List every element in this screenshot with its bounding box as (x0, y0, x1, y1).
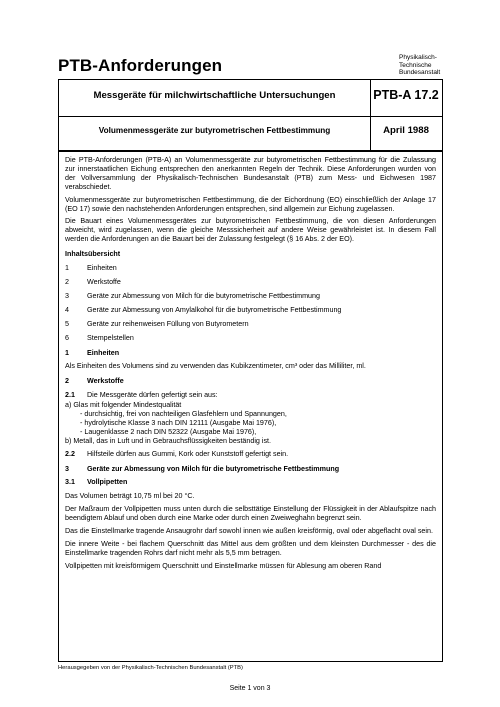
subsection-text: Die Messgeräte dürfen gefertigt sein aus: (87, 391, 218, 400)
toc-label: Geräte zur Abmessung von Amylalkohol für die butyrometrische Fettbestimmung (87, 305, 342, 314)
toc-label: Werkstoffe (87, 277, 121, 286)
subsection-line (65, 450, 436, 459)
toc-item (65, 306, 436, 315)
section-number: 3 (65, 464, 69, 473)
toc-label: Einheiten (87, 264, 117, 273)
toc-number: 6 (65, 333, 69, 342)
section-paragraph: Das Volumen beträgt 10,75 ml bei 20 °C. (65, 492, 195, 501)
page-number: Seite 1 von 3 (229, 685, 271, 692)
toc-item (65, 320, 436, 329)
list-item: a) Glas mit folgender Mindestqualität (65, 401, 182, 410)
section-heading (65, 377, 436, 386)
toc-number: 1 (65, 264, 69, 273)
toc-item (65, 334, 436, 343)
subsection-heading (65, 478, 436, 487)
title-box-divider (59, 116, 442, 117)
subsection-line (65, 391, 436, 400)
material-list (65, 401, 436, 446)
subsection-number: 2.1 (65, 391, 75, 400)
toc-item (65, 278, 436, 287)
toc-item (65, 264, 436, 273)
toc-number: 3 (65, 291, 69, 300)
publisher-note: Herausgegeben von der Physikalisch-Technischen Bundesanstalt (PTB) (58, 665, 243, 671)
toc-label: Stempelstellen (87, 333, 134, 342)
intro-paragraph: Die PTB-Anforderungen (PTB-A) an Volumenmessgeräte zur butyrometrischen Fettbestimmung für die Zulassung zur innerstaatlichen Eichung entsprechen den anerkannten Regeln der Technik. Diese Anforderungen wurden von der Vollversammlung der Physikalisch-Technischen Bundesanstalt (PTB) zum Mess- und Eichwesen 1987 verabschiedet. (65, 156, 436, 191)
toc-heading: Inhaltsübersicht (65, 250, 121, 259)
subsection-title: Vollpipetten (87, 478, 128, 487)
subsection-text: Hilfsteile dürfen aus Gummi, Kork oder Kunststoff gefertigt sein. (87, 449, 289, 458)
section-paragraph: Vollpipetten mit kreisförmigem Querschnitt und Einstellmarke müssen für Ablesung am oberen Rand (65, 561, 382, 570)
subsection-number: 3.1 (65, 478, 75, 487)
title-box (58, 79, 443, 151)
subtitle: Volumenmessgeräte zur butyrometrischen Fettbestimmung (98, 126, 331, 135)
toc-number: 2 (65, 277, 69, 286)
toc-number: 5 (65, 319, 69, 328)
toc-label: Geräte zur Abmessung von Milch für die butyrometrische Fettbestimmung (87, 291, 320, 300)
section-title: Einheiten (87, 348, 120, 357)
toc-label: Geräte zur reihenweisen Füllung von Butyrometern (87, 319, 249, 328)
list-item: - Laugenklasse 2 nach DIN 52322 (Ausgabe Mai 1976), (80, 427, 257, 436)
institution-line: Physikalisch- (399, 54, 437, 61)
intro-paragraph: Volumenmessgeräte zur butyrometrischen Fettbestimmung, die der Eichordnung (EO) einschließlich der Anlage 17 (EO 17) sowie den nachstehenden Anforderungen entsprechen, sind allgemein zur Eichung zugelassen. (65, 195, 436, 213)
section-heading (65, 349, 436, 358)
section-title: Werkstoffe (87, 377, 124, 386)
list-item: b) Metall, das in Luft und in Gebrauchsflüssigkeiten beständig ist. (65, 436, 272, 445)
document-number: PTB-A 17.2 (373, 88, 439, 102)
section-number: 1 (65, 348, 69, 357)
toc-item (65, 292, 436, 301)
section-number: 2 (65, 377, 69, 386)
list-item: - durchsichtig, frei von nachteiligen Glasfehlern und Spannungen, (80, 410, 287, 419)
institution-line: Technische (399, 61, 432, 69)
section-paragraph: Die innere Weite - bei flachem Querschnitt das Mittel aus dem größten und dem kleinsten Durchmesser - des die Einstellmarke tragenden Rohrs darf nicht mehr als 5,5 mm betragen. (65, 540, 436, 557)
document-series-title: PTB-Anforderungen (58, 56, 223, 75)
institution-line: Bundesanstalt (399, 69, 441, 77)
intro-paragraph: Die Bauart eines Volumenmessgerätes zur butyrometrischen Fettbestimmung, die von diesen Anforderungen abweicht, wird zugelassen, wenn die gleiche Messsicherheit auf andere Weise gewährleistet ist. In diesem Fall werden die Anforderungen an die Bauart bei der Zulassung festgelegt (§ 16 Abs. 2 der EO). (65, 217, 436, 244)
main-title: Messgeräte für milchwirtschaftliche Untersuchungen (93, 90, 336, 101)
document-body (58, 151, 443, 662)
toc-number: 4 (65, 305, 69, 314)
section-title: Geräte zur Abmessung von Milch für die butyrometrische Fettbestimmung (87, 464, 340, 473)
document-date: April 1988 (383, 125, 429, 136)
subsection-number: 2.2 (65, 449, 75, 458)
table-of-contents (65, 264, 436, 342)
section-paragraph: Das die Einstellmarke tragende Ansaugrohr darf sowohl innen wie außen kreisförmig, oval oder abgeflacht oval sein. (65, 527, 433, 536)
section-heading (65, 465, 436, 474)
institution-name (399, 54, 440, 77)
section-paragraph: Der Maßraum der Vollpipetten muss unten durch die selbsttätige Einstellung der Flüssigkeit in der Ablaufspitze nach beendigtem Ablauf und oben durch eine Marke oder durch einen Zweiweghahn begrenzt sein. (65, 505, 436, 523)
section-paragraph: Als Einheiten des Volumens sind zu verwenden das Kubikzentimeter, cm³ oder das Milliliter, ml. (65, 362, 366, 371)
list-item: - hydrolytische Klasse 3 nach DIN 12111 (Ausgabe Mai 1976), (80, 418, 277, 427)
